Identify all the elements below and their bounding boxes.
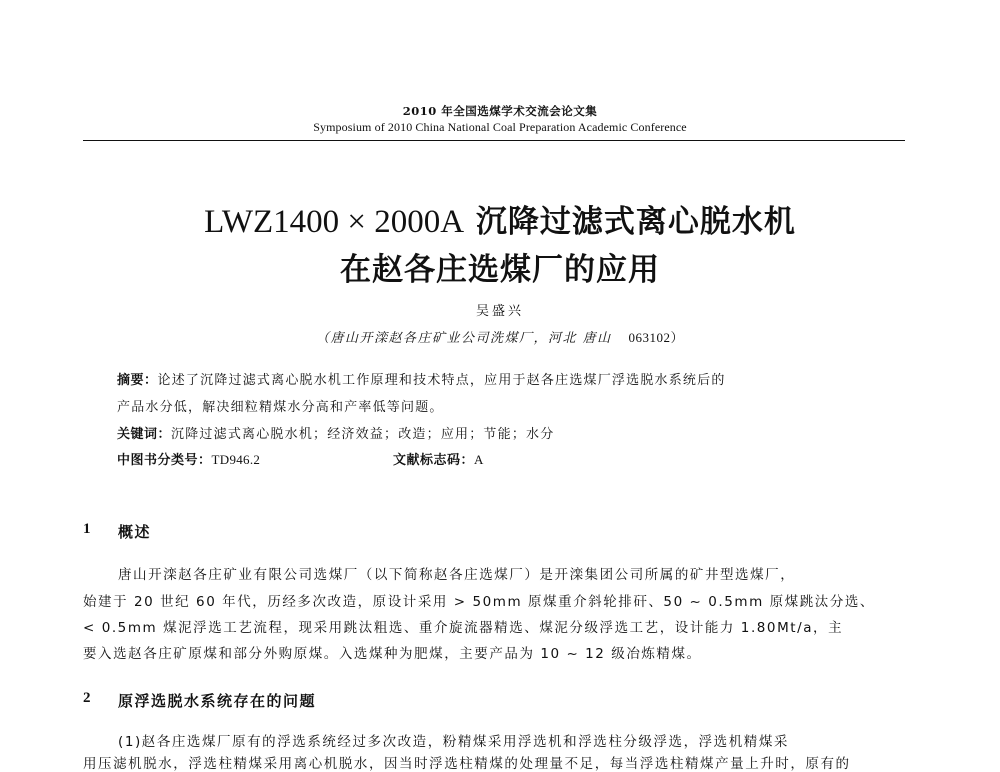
section-1-paragraph-line: 唐山开滦赵各庄矿业有限公司选煤厂（以下简称赵各庄选煤厂）是开滦集团公司所属的矿井型选煤厂， (118, 567, 796, 583)
keywords (117, 423, 554, 442)
keywords-text: 沉降过滤式离心脱水机；经济效益；改造；应用；节能；水分 (171, 427, 555, 442)
abstract-line-1 (117, 369, 726, 388)
paper-title-line-1 (0, 196, 1000, 241)
header-rule (83, 140, 905, 141)
running-header-chinese: 2010 年全国选煤学术交流会论文集 (402, 104, 598, 118)
section-1-paragraph-line: < 0.5mm 煤泥浮选工艺流程，现采用跳汰粗选、重介旋流器精选、煤泥分级浮选工艺，设计能力 1.80Mt/a，主 (83, 620, 844, 636)
paper-title-line-2: 在赵各庄选煤厂的应用 (340, 252, 660, 288)
classification-number (117, 449, 260, 468)
section-1-paragraph-line: 要入选赵各庄矿原煤和部分外购原煤。入选煤种为肥煤，主要产品为 10 ~ 12 级冶炼精煤。 (83, 646, 702, 662)
section-2-number: 2 (83, 690, 91, 706)
abstract-line-2: 产品水分低，解决细粒精煤水分高和产率低等问题。 (117, 400, 444, 415)
classification-value: TD946.2 (211, 452, 261, 467)
document-code (393, 449, 484, 468)
author-affiliation (0, 327, 1000, 346)
section-2-paragraph-line: 用压滤机脱水，浮选柱精煤采用离心机脱水，因当时浮选柱精煤的处理量不足，每当浮选柱精煤产量上升时，原有的 (83, 756, 851, 772)
classification-label: 中图书分类号： (117, 453, 212, 468)
document-code-label: 文献标志码： (393, 453, 475, 468)
abstract-text-1: 论述了沉降过滤式离心脱水机工作原理和技术特点，应用于赵各庄选煤厂浮选脱水系统后的 (157, 373, 726, 388)
document-code-value: A (474, 452, 484, 467)
abstract-label: 摘要： (117, 373, 158, 388)
paper-title-model: LWZ1400 × 2000A (204, 204, 465, 240)
affiliation-postcode: 063102） (628, 330, 685, 345)
section-1-title: 概述 (118, 523, 152, 541)
paper-title-device: 沉降过滤式离心脱水机 (464, 204, 796, 240)
section-1-paragraph-line: 始建于 20 世纪 60 年代，历经多次改造，原设计采用 > 50mm 原煤重介斜轮排矸、50 ~ 0.5mm 原煤跳汰分选、 (83, 594, 875, 610)
section-1-number: 1 (83, 521, 91, 537)
affiliation-text: （唐山开滦赵各庄矿业公司洗煤厂，河北 唐山 (315, 331, 612, 346)
author-name: 吴盛兴 (475, 304, 524, 319)
keywords-label: 关键词： (117, 427, 172, 442)
section-2-title: 原浮选脱水系统存在的问题 (118, 692, 317, 710)
section-2-paragraph-line: (1)赵各庄选煤厂原有的浮选系统经过多次改造，粉精煤采用浮选机和浮选柱分级浮选，浮选机精煤采 (118, 734, 789, 750)
running-header-english: Symposium of 2010 China National Coal Preparation Academic Conference (313, 120, 687, 134)
